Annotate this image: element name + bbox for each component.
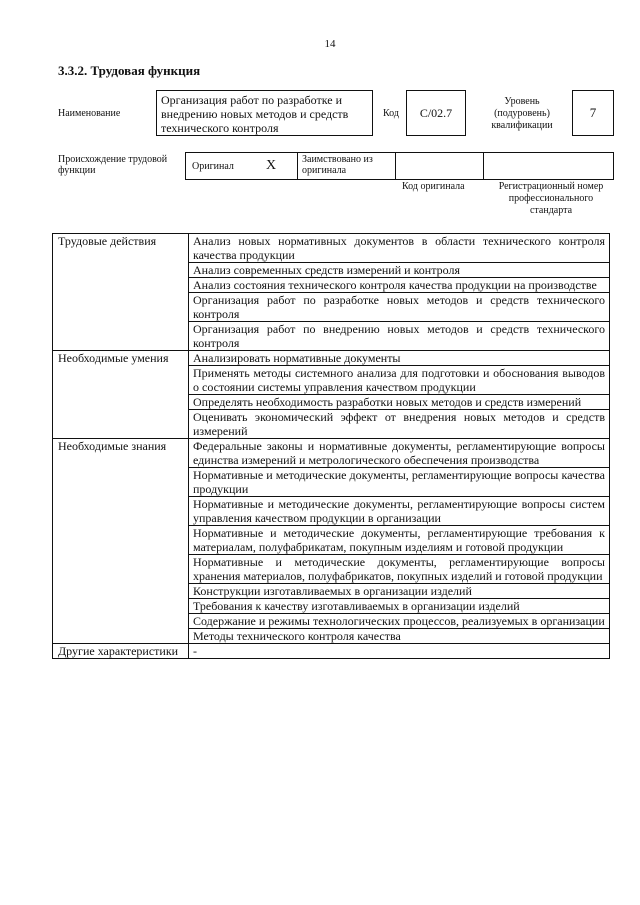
description-cell: Нормативные и методические документы, регламентирующие вопросы хранения материалов, полуфабрикатов, покупных изделий и готовой продукции: [189, 555, 610, 584]
description-cell: Определять необходимость разработки новых методов и средств измерений: [189, 395, 610, 410]
category-cell: Трудовые действия: [53, 234, 189, 351]
origin-code-cell: [396, 153, 484, 179]
qualification-level-label: Уровень (подуровень) квалификации: [491, 96, 553, 131]
origin-reg-number-cell: [484, 153, 613, 179]
description-cell: Анализ состояния технического контроля качества продукции на производстве: [189, 278, 610, 293]
category-cell: Необходимые знания: [53, 439, 189, 644]
description-cell: Нормативные и методические документы, регламентирующие требования к материалам, полуфабрикатам, покупным изделиям и готовой продукции: [189, 526, 610, 555]
description-cell: Нормативные и методические документы, регламентирующие вопросы качества продукции: [189, 468, 610, 497]
table-row: [53, 234, 610, 263]
description-cell: Федеральные законы и нормативные документы, регламентирующие вопросы единства измерений и метрологического обеспечения производства: [189, 439, 610, 468]
code-label: Код: [383, 108, 399, 119]
description-cell: Анализировать нормативные документы: [189, 351, 610, 366]
table-row: [53, 439, 610, 468]
category-cell: Необходимые умения: [53, 351, 189, 439]
description-cell: Оценивать экономический эффект от внедрения новых методов и средств измерений: [189, 410, 610, 439]
code-field: С/02.7: [406, 90, 466, 136]
description-cell: Анализ современных средств измерений и контроля: [189, 263, 610, 278]
original-code-label: Код оригинала: [402, 181, 465, 192]
origin-label: Происхождение трудовой функции: [58, 154, 168, 176]
original-mark: X: [266, 158, 277, 173]
origin-table: [185, 152, 614, 180]
description-cell: Анализ новых нормативных документов в области технического контроля качества продукции: [189, 234, 610, 263]
borrowed-label: Заимствовано из оригинала: [302, 154, 373, 176]
qualification-level-field: 7: [572, 90, 614, 136]
origin-mark-cell: [298, 153, 396, 179]
description-cell: Нормативные и методические документы, регламентирующие вопросы систем управления качеством продукции в организации: [189, 497, 610, 526]
name-label: Наименование: [58, 108, 121, 119]
description-cell: Конструкции изготавливаемых в организации изделий: [189, 584, 610, 599]
description-cell: Организация работ по разработке новых методов и средств технического контроля: [189, 293, 610, 322]
description-cell: Требования к качеству изготавливаемых в организации изделий: [189, 599, 610, 614]
table-row: [53, 644, 610, 659]
origin-original-cell: [186, 153, 298, 179]
description-cell: Организация работ по внедрению новых методов и средств технического контроля: [189, 322, 610, 351]
function-name-field: Организация работ по разработке и внедрению новых методов и средств технического контроля: [156, 90, 373, 136]
labor-function-table: [52, 233, 610, 659]
category-cell: Другие характеристики: [53, 644, 189, 659]
original-label: Оригинал: [192, 161, 234, 172]
table-row: [53, 351, 610, 366]
description-cell: -: [189, 644, 610, 659]
description-cell: Применять методы системного анализа для подготовки и обоснования выводов о состоянии системы управления качеством продукции: [189, 366, 610, 395]
description-cell: Методы технического контроля качества: [189, 629, 610, 644]
section-title: 3.3.2. Трудовая функция: [58, 63, 201, 78]
page-number: 14: [324, 38, 336, 50]
description-cell: Содержание и режимы технологических процессов, реализуемых в организации: [189, 614, 610, 629]
registration-number-label: Регистрационный номер профессионального стандарта: [498, 181, 604, 216]
